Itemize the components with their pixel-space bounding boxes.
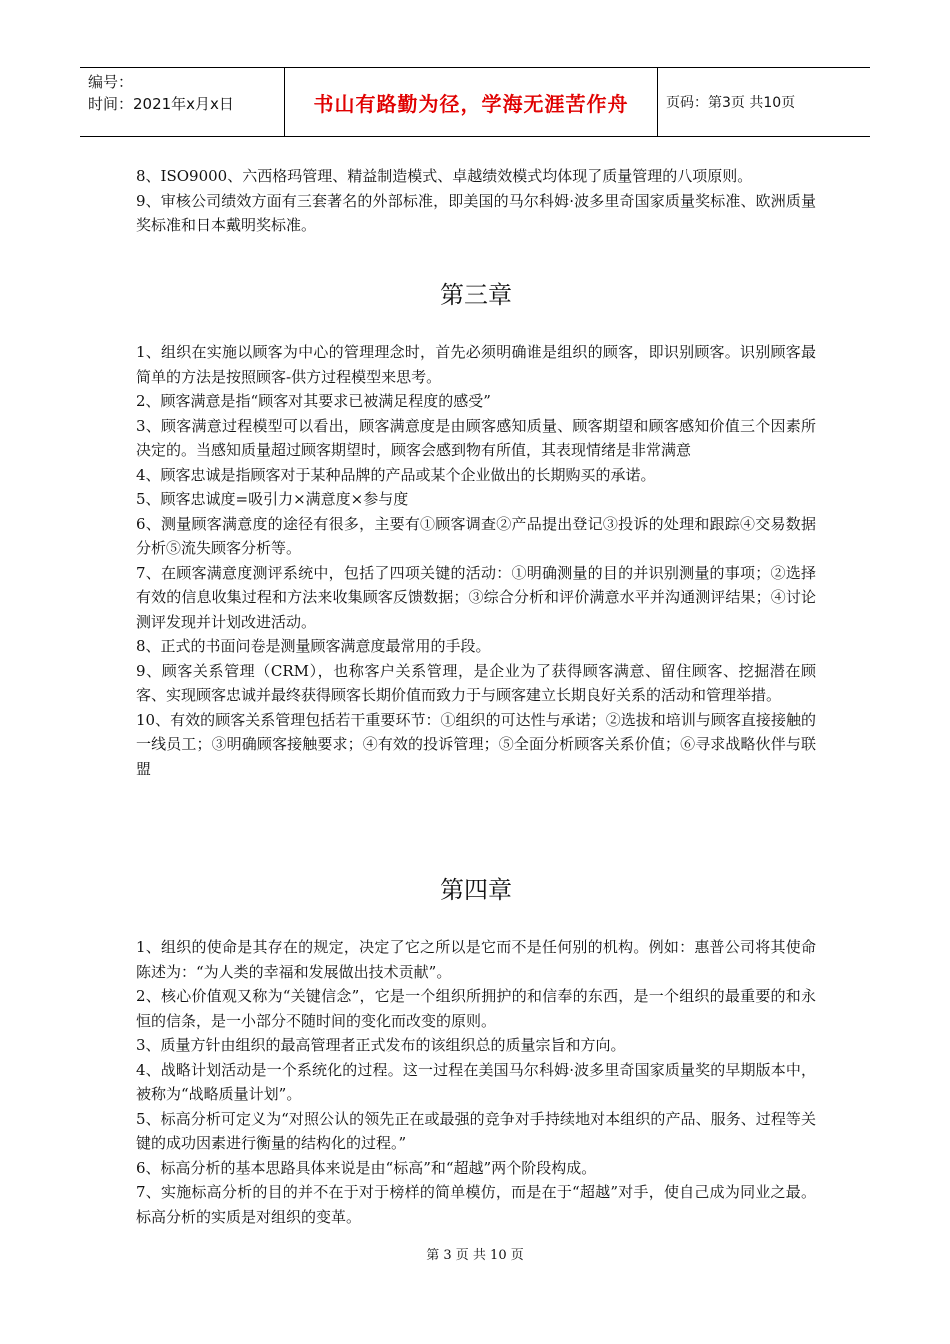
paragraph: 8、正式的书面问卷是测量顾客满意度最常用的手段。	[136, 637, 491, 655]
header-motto-cell	[284, 68, 658, 136]
header-page-info-cell	[658, 68, 870, 136]
paragraph: 5、标高分析可定义为“对照公认的领先正在或最强的竞争对手持续地对本组织的产品、服务、过程等关键的成功因素进行衡量的结构化的过程。”	[136, 1109, 816, 1152]
paragraph: 2、顾客满意是指“顾客对其要求已被满足程度的感受”	[136, 392, 491, 410]
paragraph: 9、审核公司绩效方面有三套著名的外部标准，即美国的马尔科姆·波多里奇国家质量奖标准、欧洲质量奖标准和日本戴明奖标准。	[136, 191, 816, 234]
paragraph: 4、战略计划活动是一个系统化的过程。这一过程在美国马尔科姆·波多里奇国家质量奖的早期版本中，被称为“战略质量计划”。	[136, 1060, 816, 1103]
paragraph: 2、核心价值观又称为“关键信念”，它是一个组织所拥护的和信奉的东西，是一个组织的最重要的和永恒的信条，是一小部分不随时间的变化而改变的原则。	[136, 987, 816, 1030]
paragraph: 1、组织的使命是其存在的规定，决定了它之所以是它而不是任何别的机构。例如：惠普公司将其使命陈述为：“为人类的幸福和发展做出技术贡献”。	[136, 938, 816, 981]
paragraph: 10、有效的顾客关系管理包括若干重要环节：①组织的可达性与承诺；②选拔和培训与顾客直接接触的一线员工；③明确顾客接触要求；④有效的投诉管理；⑤全面分析顾客关系价值；⑥寻求战略伙伴与联盟	[136, 710, 816, 778]
paragraph: 6、测量顾客满意度的途径有很多，主要有①顾客调查②产品提出登记③投诉的处理和跟踪④交易数据分析⑤流失顾客分析等。	[136, 514, 816, 557]
chapter-title: 第四章	[440, 876, 512, 904]
paragraph: 3、顾客满意过程模型可以看出，顾客满意度是由顾客感知质量、顾客期望和顾客感知价值三个因素所决定的。当感知质量超过顾客期望时，顾客会感到物有所值，其表现情绪是非常满意	[136, 416, 816, 459]
paragraph: 7、在顾客满意度测评系统中，包括了四项关键的活动：①明确测量的目的并识别测量的事项；②选择有效的信息收集过程和方法来收集顾客反馈数据；③综合分析和评价满意水平并沟通测评结果；④讨论测评发现并计划改进活动。	[136, 563, 816, 631]
chapter-title: 第三章	[440, 281, 512, 309]
paragraph: 4、顾客忠诚是指顾客对于某种品牌的产品或某个企业做出的长期购买的承诺。	[136, 465, 656, 484]
chapter-3-body	[136, 340, 816, 781]
page-footer: 第 3 页 共 10 页	[426, 1248, 524, 1263]
header-page-info: 页码：第3页 共10页	[666, 95, 796, 111]
paragraph: 3、质量方针由组织的最高管理者正式发布的该组织总的质量宗旨和方向。	[136, 1036, 626, 1054]
document-time-label: 时间：2021年x月x日	[88, 95, 234, 113]
header-motto: 书山有路勤为径，学海无涯苦作舟	[313, 91, 629, 116]
document-number-label: 编号：	[88, 73, 134, 91]
paragraph: 6、标高分析的基本思路具体来说是由“标高”和“超越”两个阶段构成。	[136, 1158, 597, 1177]
page-header	[80, 67, 870, 137]
paragraph: 5、顾客忠诚度=吸引力×满意度×参与度	[136, 490, 409, 508]
paragraph: 8、ISO9000、六西格玛管理、精益制造模式、卓越绩效模式均体现了质量管理的八项原则。	[136, 167, 753, 185]
paragraph: 9、顾客关系管理（CRM），也称客户关系管理，是企业为了获得顾客满意、留住顾客、挖掘潜在顾客、实现顾客忠诚并最终获得顾客长期价值而致力于与顾客建立长期良好关系的活动和管理举措。	[136, 661, 816, 704]
paragraph: 1、组织在实施以顾客为中心的管理理念时，首先必须明确谁是组织的顾客，即识别顾客。识别顾客最简单的方法是按照顾客-供方过程模型来思考。	[136, 343, 816, 386]
chapter-4-body	[136, 935, 816, 1229]
top-section	[136, 164, 816, 238]
header-meta	[80, 68, 284, 136]
paragraph: 7、实施标高分析的目的并不在于对于榜样的简单模仿，而是在于“超越”对手，使自己成为同业之最。 标高分析的实质是对组织的变革。	[136, 1183, 816, 1226]
